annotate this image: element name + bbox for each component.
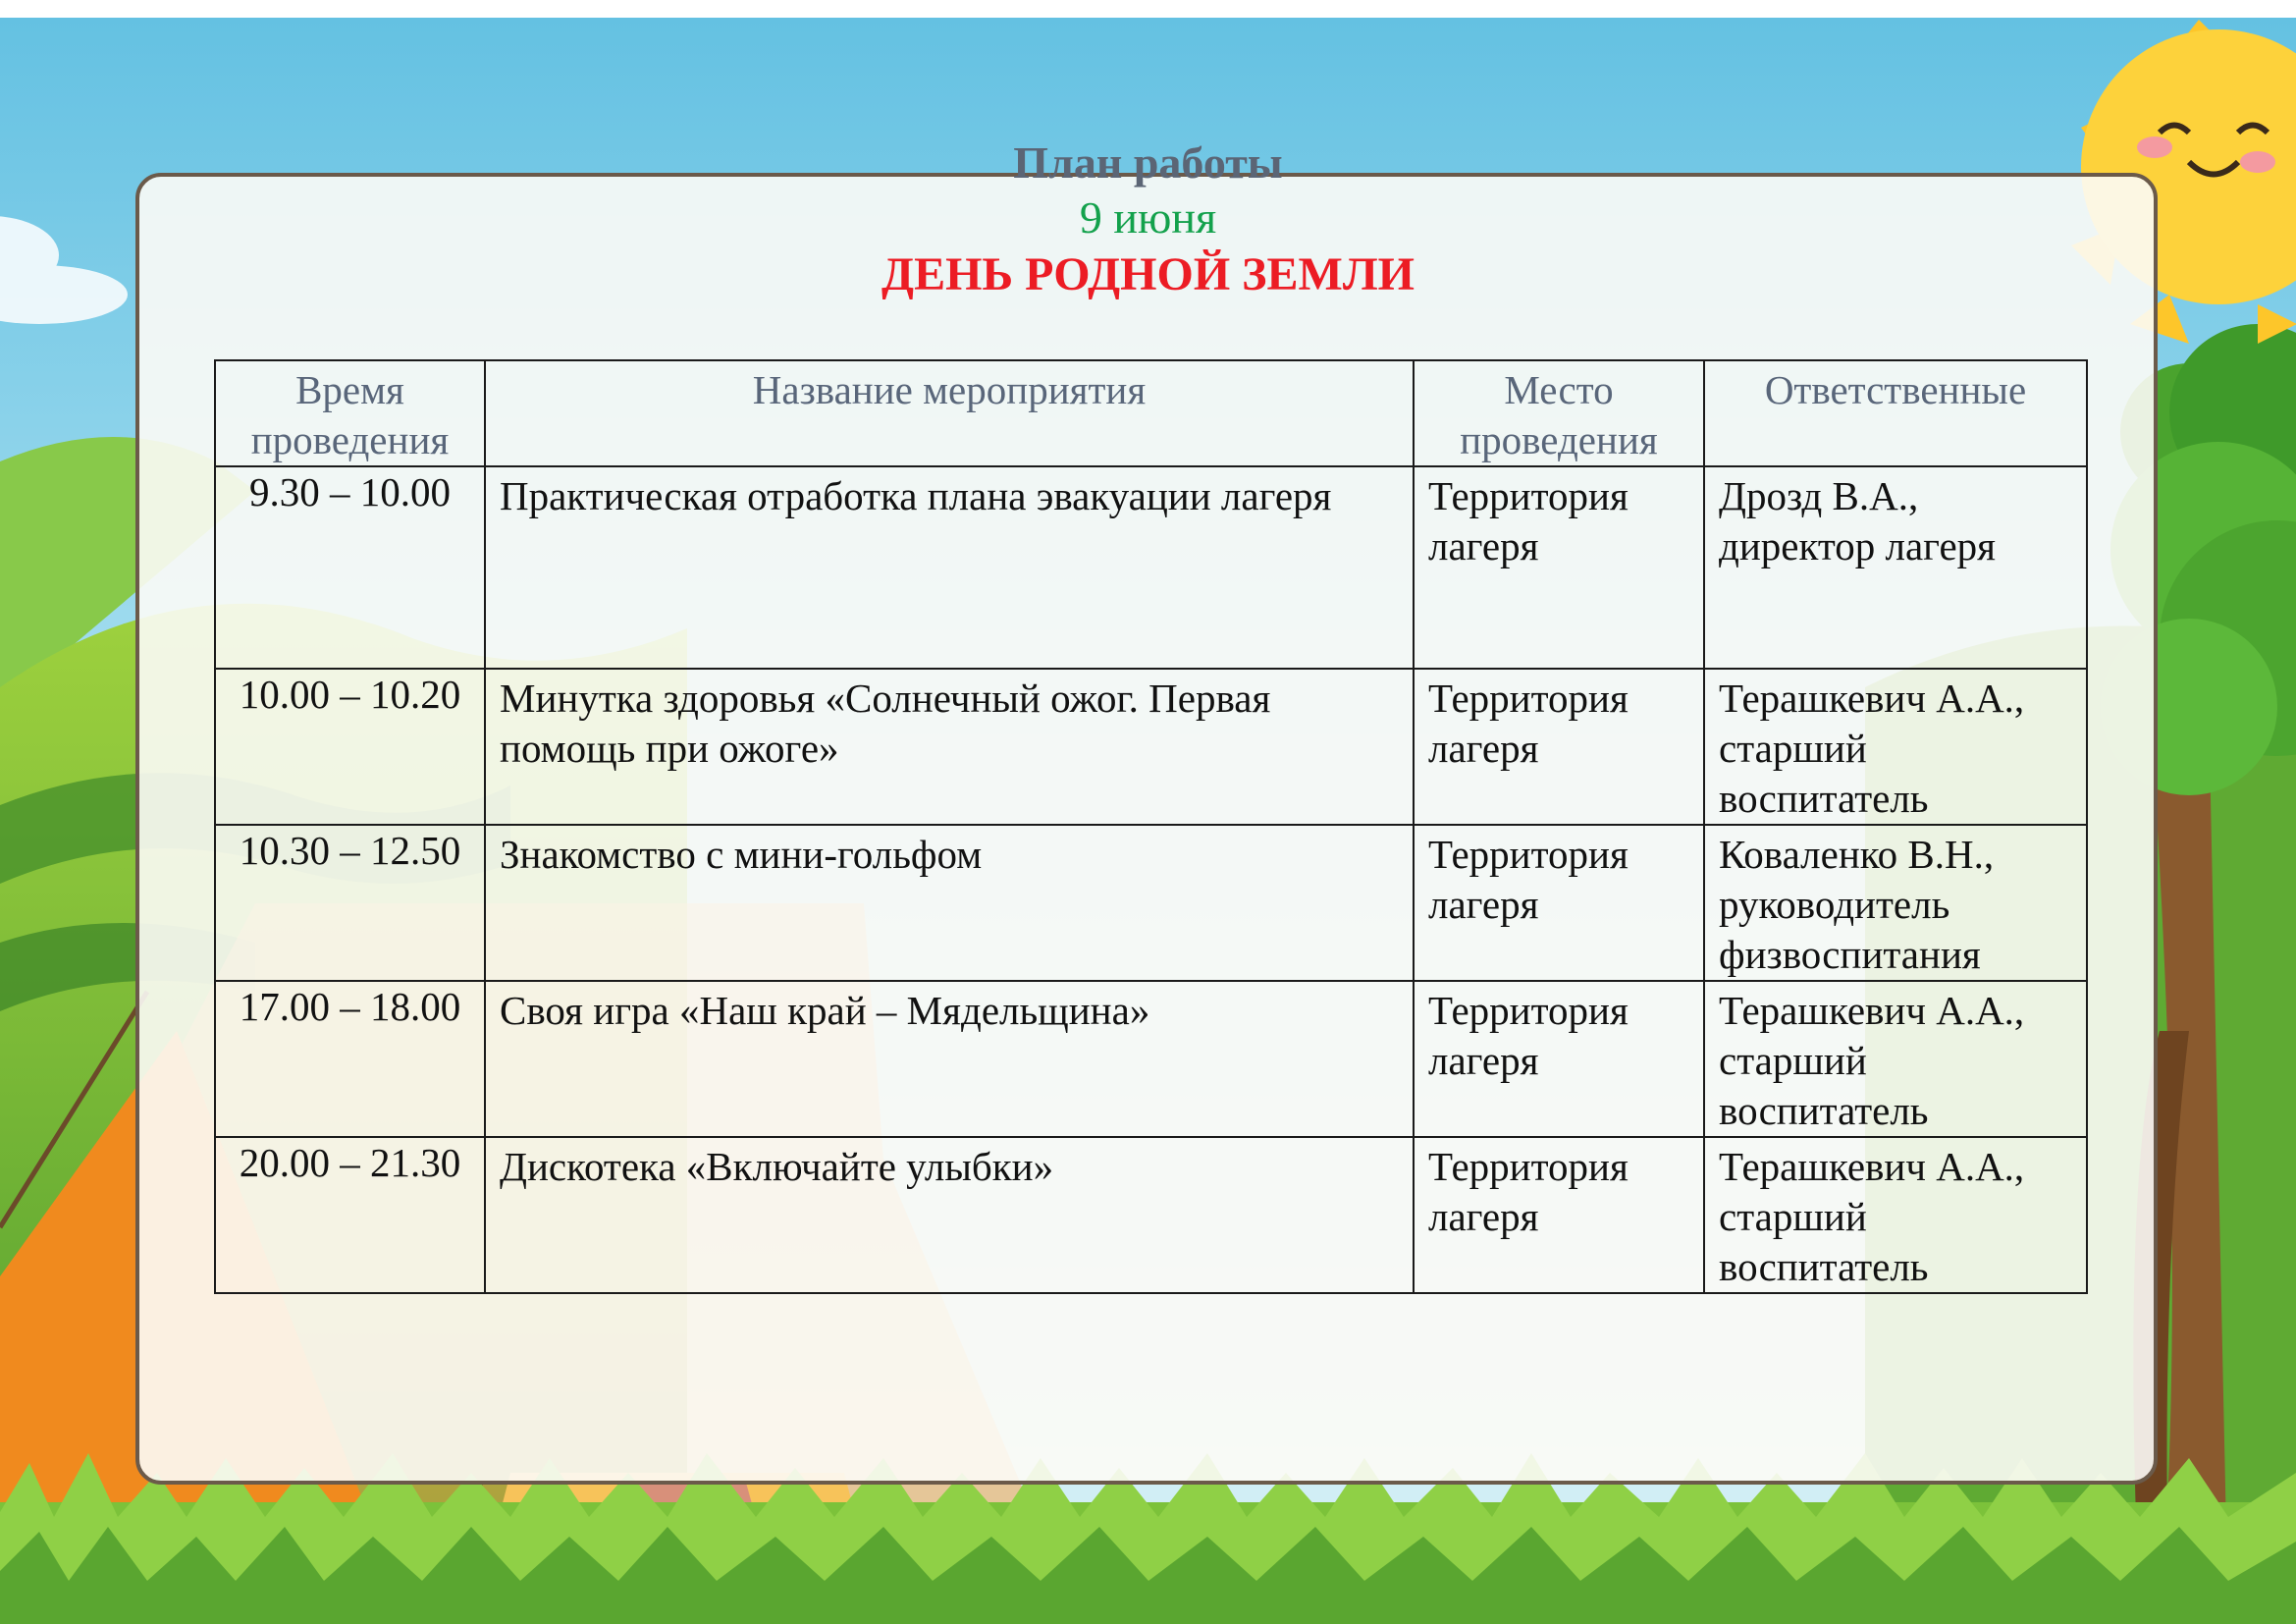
table-row [215,466,2087,669]
title-block [0,135,2296,304]
column-header-responsible: Ответственные [1704,360,2087,466]
table-row [215,669,2087,825]
table-row [215,825,2087,981]
responsible-cell: Дрозд В.А., директор лагеря [1704,466,2087,669]
place-cell: Территория лагеря [1414,669,1704,825]
day-theme: ДЕНЬ РОДНОЙ ЗЕМЛИ [881,248,1415,300]
table-header-row [215,360,2087,466]
column-header-place: Место проведения [1414,360,1704,466]
column-header-time: Время проведения [215,360,485,466]
responsible-cell: Терашкевич А.А., старший воспитатель [1704,1137,2087,1293]
time-cell: 9.30 – 10.00 [215,466,485,669]
page-title: План работы [1013,137,1283,188]
place-cell: Территория лагеря [1414,466,1704,669]
place-cell: Территория лагеря [1414,825,1704,981]
event-cell: Дискотека «Включайте улыбки» [485,1137,1414,1293]
schedule-table [214,359,2088,1294]
event-cell: Знакомство с мини-гольфом [485,825,1414,981]
top-white-strip [0,0,2296,18]
responsible-cell: Коваленко В.Н., руководитель физвоспитания [1704,825,2087,981]
event-cell: Своя игра «Наш край – Мядельщина» [485,981,1414,1137]
time-cell: 17.00 – 18.00 [215,981,485,1137]
time-cell: 20.00 – 21.30 [215,1137,485,1293]
place-cell: Территория лагеря [1414,981,1704,1137]
event-cell: Практическая отработка плана эвакуации лагеря [485,466,1414,669]
responsible-cell: Терашкевич А.А., старший воспитатель [1704,669,2087,825]
column-header-event: Название мероприятия [485,360,1414,466]
time-cell: 10.30 – 12.50 [215,825,485,981]
place-cell: Территория лагеря [1414,1137,1704,1293]
table-row [215,1137,2087,1293]
table-row [215,981,2087,1137]
date-subtitle: 9 июня [1079,192,1217,243]
time-cell: 10.00 – 10.20 [215,669,485,825]
responsible-cell: Терашкевич А.А., старший воспитатель [1704,981,2087,1137]
event-cell: Минутка здоровья «Солнечный ожог. Первая помощь при ожоге» [485,669,1414,825]
